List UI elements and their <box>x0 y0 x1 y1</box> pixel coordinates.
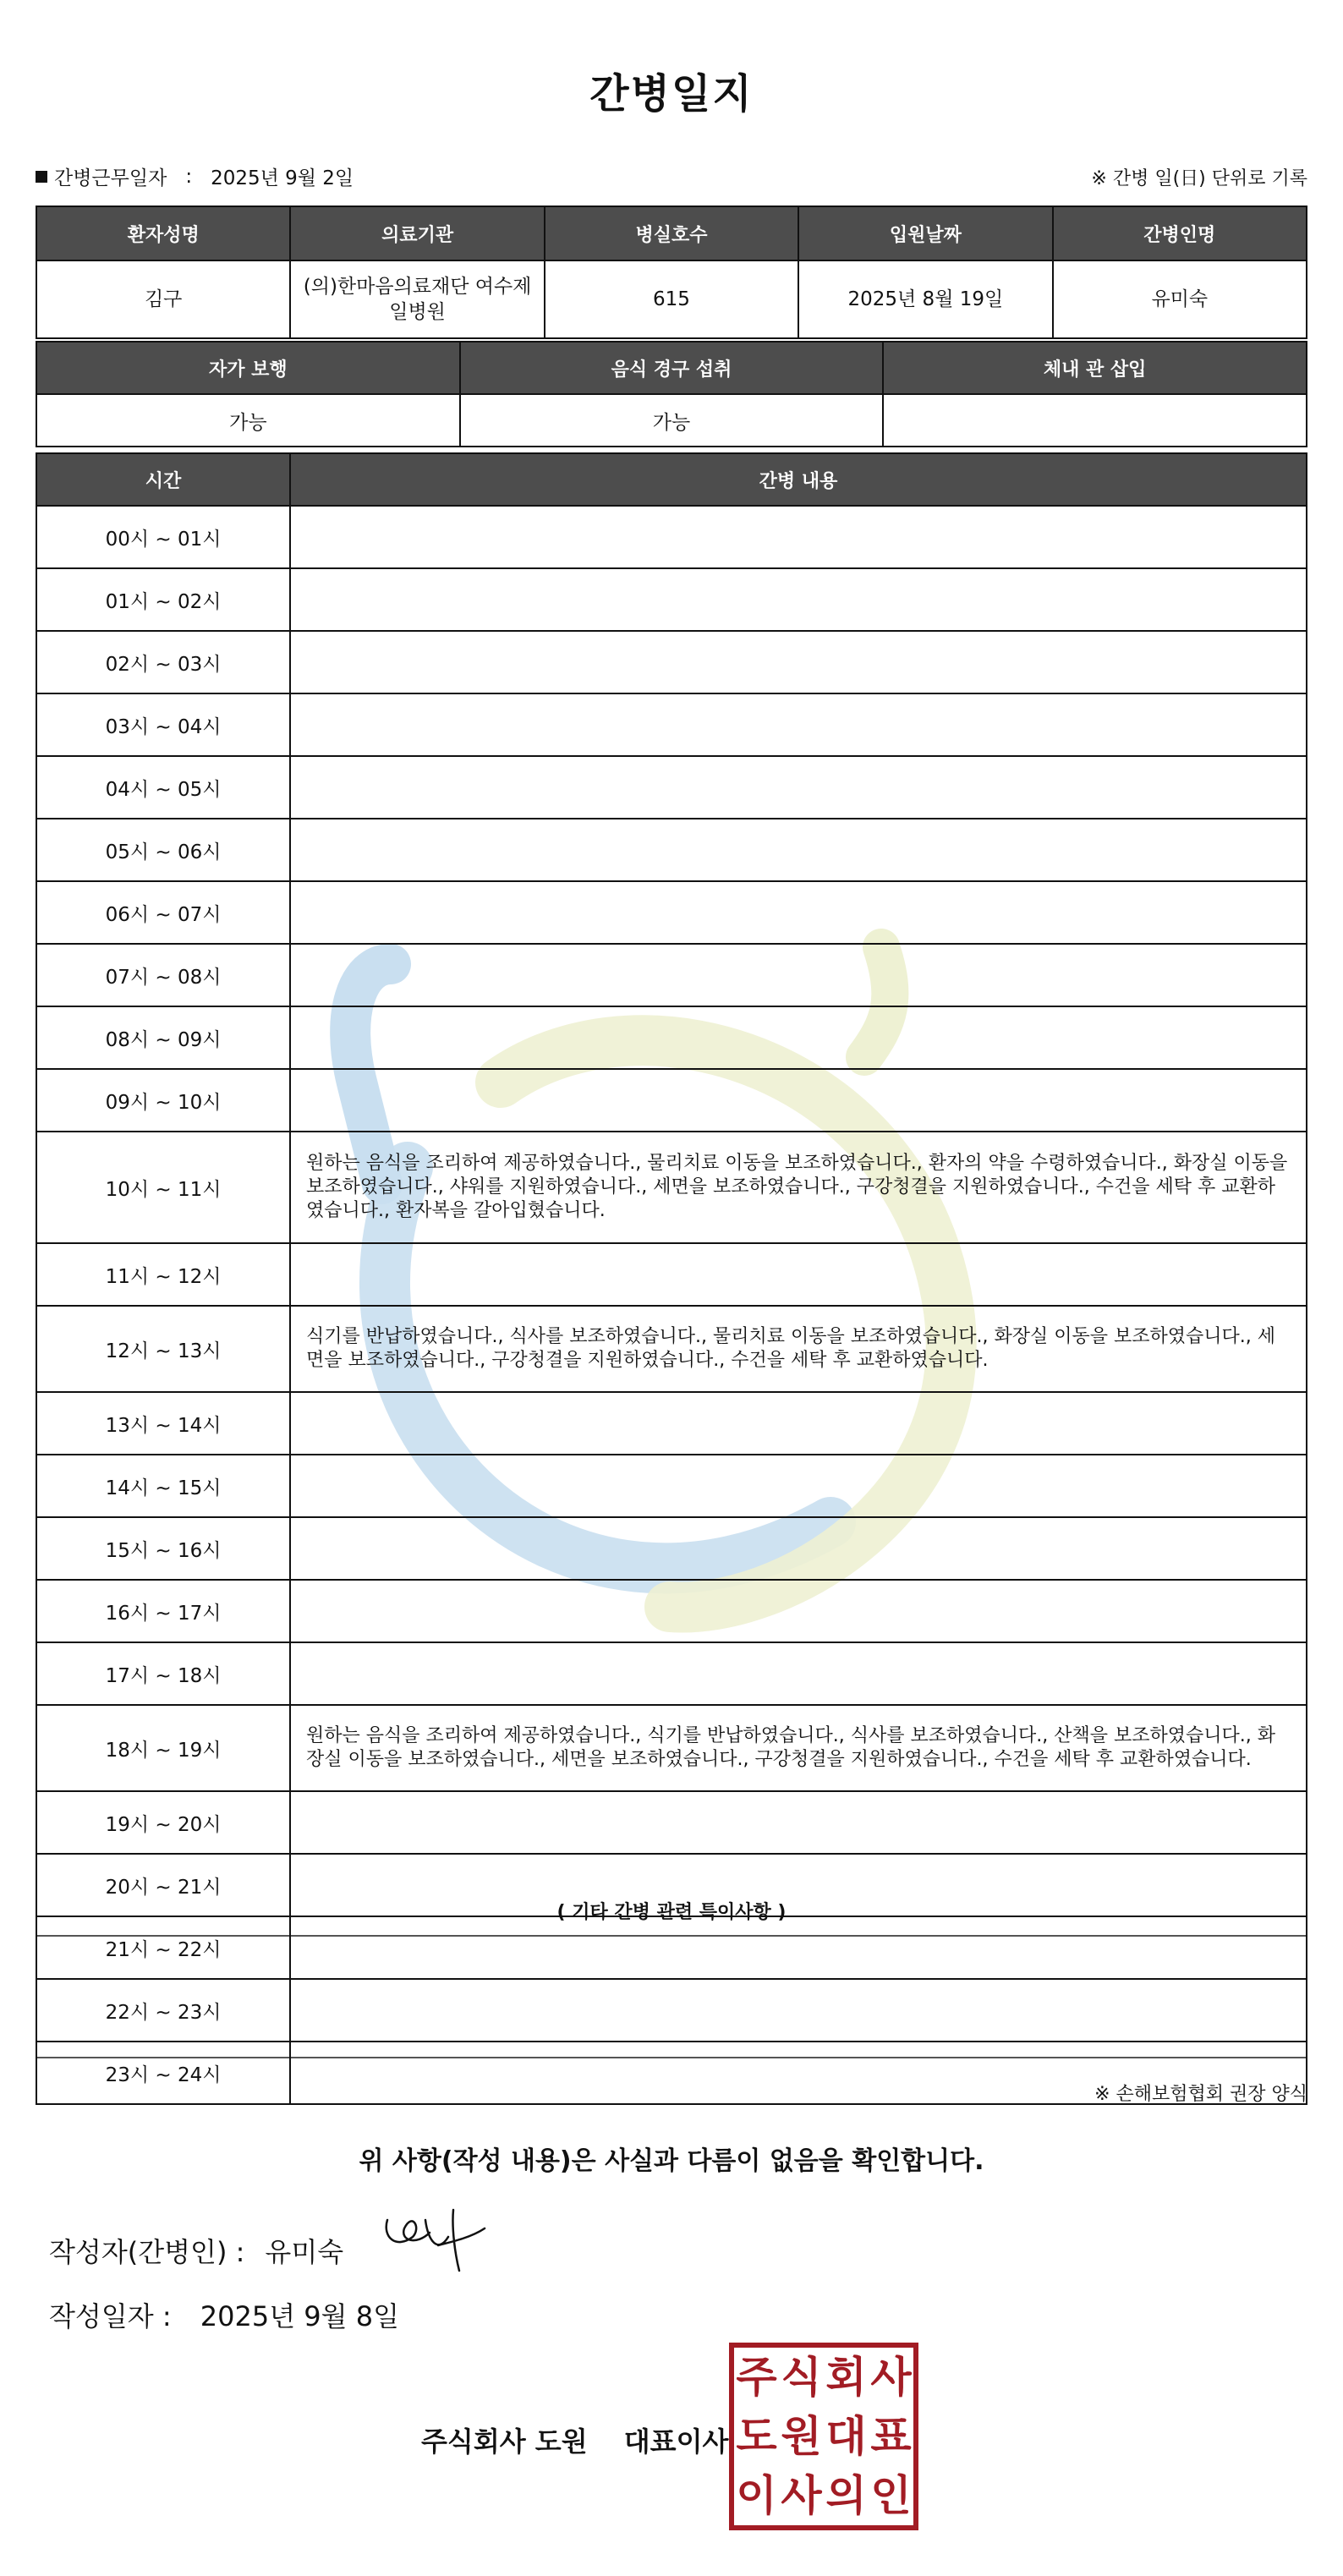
time-cell: 02시 ~ 03시 <box>36 631 290 693</box>
form-note: ※ 손해보험협회 권장 양식 <box>1094 2084 1307 2105</box>
time-cell: 21시 ~ 22시 <box>36 1916 290 1979</box>
seal-character: 의 <box>825 2471 867 2520</box>
content-cell <box>290 944 1307 1006</box>
bullet-square-icon <box>36 171 47 183</box>
table-row <box>36 1642 1307 1705</box>
table-row <box>36 1392 1307 1455</box>
tube-insertion-value <box>883 394 1307 447</box>
content-cell <box>290 1979 1307 2042</box>
seal-character: 회 <box>825 2353 867 2402</box>
patient-status-table <box>36 341 1307 447</box>
table-row <box>36 693 1307 756</box>
seal-character: 주 <box>736 2353 777 2402</box>
table-row <box>36 1979 1307 2042</box>
time-cell: 18시 ~ 19시 <box>36 1705 290 1791</box>
content-cell <box>290 2042 1307 2104</box>
document-title: 간병일지 <box>589 70 754 118</box>
content-cell: 식기를 반납하였습니다., 식사를 보조하였습니다., 물리치료 이동을 보조하였습니다., 화장실 이동을 보조하였습니다., 세면을 보조하였습니다., 구강청결을 지원하였습니다., 수건을 세탁 후 교환하였습니다. <box>290 1306 1307 1392</box>
admission-date: 2025년 8월 19일 <box>798 260 1052 338</box>
header-patient-name: 환자성명 <box>36 206 290 260</box>
content-cell <box>290 881 1307 944</box>
seal-character: 이 <box>736 2471 777 2520</box>
content-cell <box>290 1916 1307 1979</box>
writer-name: 유미숙 <box>265 2236 344 2268</box>
seal-character: 대 <box>825 2412 867 2461</box>
content-cell <box>290 1791 1307 1854</box>
oral-intake-value: 가능 <box>460 394 884 447</box>
table-row <box>36 1069 1307 1132</box>
time-cell: 00시 ~ 01시 <box>36 506 290 568</box>
caregiver-name: 유미숙 <box>1053 260 1307 338</box>
work-date-row <box>36 162 354 190</box>
time-cell: 17시 ~ 18시 <box>36 1642 290 1705</box>
table-row <box>36 1243 1307 1306</box>
time-cell: 01시 ~ 02시 <box>36 568 290 631</box>
content-cell <box>290 1642 1307 1705</box>
header-care-content: 간병 내용 <box>290 453 1307 506</box>
representative-title: 대표이사 <box>623 2425 729 2458</box>
table-row <box>36 1580 1307 1642</box>
header-time: 시간 <box>36 453 290 506</box>
table-row <box>36 506 1307 568</box>
time-cell: 11시 ~ 12시 <box>36 1243 290 1306</box>
table-row <box>36 1306 1307 1392</box>
time-cell: 22시 ~ 23시 <box>36 1979 290 2042</box>
room-number: 615 <box>545 260 798 338</box>
table-row <box>36 1705 1307 1791</box>
company-seal-stamp <box>729 2343 918 2530</box>
table-row <box>36 568 1307 631</box>
time-cell: 15시 ~ 16시 <box>36 1517 290 1580</box>
seal-character: 인 <box>870 2471 912 2520</box>
table-row <box>36 1006 1307 1069</box>
table-row <box>36 819 1307 881</box>
seal-character: 사 <box>781 2471 822 2520</box>
content-cell: 원하는 음식을 조리하여 제공하였습니다., 물리치료 이동을 보조하였습니다., 환자의 약을 수령하였습니다., 화장실 이동을 보조하였습니다., 샤워를 지원하였습니다., 세면을 보조하였습니다., 구강청결을 지원하였습니다., 수건을 세탁 후 교환하였습니다., 환자복을 갈아입혔습니다. <box>290 1132 1307 1243</box>
confirmation-statement: 위 사항(작성 내용)은 사실과 다름이 없음을 확인합니다. <box>359 2146 984 2176</box>
table-row <box>36 756 1307 819</box>
time-cell: 08시 ~ 09시 <box>36 1006 290 1069</box>
header-admission-date: 입원날짜 <box>798 206 1052 260</box>
header-self-walking: 자가 보행 <box>36 342 460 394</box>
special-notes-title: ( 기타 간병 관련 특이사항 ) <box>556 1902 787 1923</box>
table-row <box>36 1916 1307 1979</box>
signature <box>379 2203 489 2279</box>
date-label: 작성일자 : <box>49 2300 172 2332</box>
writer-label: 작성자(간병인) : <box>49 2236 245 2268</box>
table-row <box>36 1132 1307 1243</box>
time-cell: 16시 ~ 17시 <box>36 1580 290 1642</box>
unit-note: ※ 간병 일(日) 단위로 기록 <box>1091 168 1307 189</box>
time-cell: 07시 ~ 08시 <box>36 944 290 1006</box>
header-tube-insertion: 체내 관 삽입 <box>883 342 1307 394</box>
seal-character: 원 <box>781 2412 822 2461</box>
work-date-separator: : <box>185 165 193 188</box>
table-row <box>36 1791 1307 1854</box>
header-oral-intake: 음식 경구 섭취 <box>460 342 884 394</box>
time-cell: 10시 ~ 11시 <box>36 1132 290 1243</box>
written-date-row <box>49 2295 399 2334</box>
time-cell: 13시 ~ 14시 <box>36 1392 290 1455</box>
company-signature-line <box>421 2420 728 2459</box>
date-value: 2025년 9월 8일 <box>200 2300 400 2332</box>
content-cell <box>290 1006 1307 1069</box>
writer-row <box>49 2231 343 2270</box>
table-row <box>36 944 1307 1006</box>
company-name: 주식회사 도원 <box>421 2425 588 2458</box>
header-hospital: 의료기관 <box>290 206 544 260</box>
patient-name: 김구 <box>36 260 290 338</box>
content-cell <box>290 1392 1307 1455</box>
time-cell: 23시 ~ 24시 <box>36 2042 290 2104</box>
content-cell <box>290 568 1307 631</box>
seal-character: 식 <box>781 2353 822 2402</box>
content-cell <box>290 1455 1307 1517</box>
time-cell: 05시 ~ 06시 <box>36 819 290 881</box>
seal-character: 사 <box>870 2353 912 2402</box>
content-cell <box>290 693 1307 756</box>
table-row <box>36 1517 1307 1580</box>
content-cell <box>290 506 1307 568</box>
content-cell <box>290 1069 1307 1132</box>
header-room: 병실호수 <box>545 206 798 260</box>
content-cell <box>290 819 1307 881</box>
time-cell: 06시 ~ 07시 <box>36 881 290 944</box>
time-cell: 14시 ~ 15시 <box>36 1455 290 1517</box>
table-row <box>36 2042 1307 2104</box>
time-cell: 20시 ~ 21시 <box>36 1854 290 1916</box>
table-row <box>36 881 1307 944</box>
time-cell: 12시 ~ 13시 <box>36 1306 290 1392</box>
content-cell <box>290 631 1307 693</box>
seal-character: 도 <box>736 2412 777 2461</box>
work-date-value: 2025년 9월 2일 <box>211 167 354 189</box>
patient-info-table <box>36 206 1307 339</box>
content-cell: 원하는 음식을 조리하여 제공하였습니다., 식기를 반납하였습니다., 식사를 보조하였습니다., 산책을 보조하였습니다., 화장실 이동을 보조하였습니다., 세면을 보조하였습니다., 구강청결을 지원하였습니다., 수건을 세탁 후 교환하였습니다. <box>290 1705 1307 1791</box>
care-log-table <box>36 452 1307 2105</box>
self-walking-value: 가능 <box>36 394 460 447</box>
content-cell <box>290 1854 1307 1916</box>
time-cell: 19시 ~ 20시 <box>36 1791 290 1854</box>
content-cell <box>290 756 1307 819</box>
header-caregiver: 간병인명 <box>1053 206 1307 260</box>
content-cell <box>290 1517 1307 1580</box>
time-cell: 04시 ~ 05시 <box>36 756 290 819</box>
time-cell: 03시 ~ 04시 <box>36 693 290 756</box>
table-row <box>36 631 1307 693</box>
time-cell: 09시 ~ 10시 <box>36 1069 290 1132</box>
work-date-label: 간병근무일자 <box>54 167 167 189</box>
content-cell <box>290 1580 1307 1642</box>
seal-character: 표 <box>870 2412 912 2461</box>
table-row <box>36 1455 1307 1517</box>
content-cell <box>290 1243 1307 1306</box>
table-row <box>36 1854 1307 1916</box>
hospital-name: (의)한마음의료재단 여수제일병원 <box>290 260 544 338</box>
